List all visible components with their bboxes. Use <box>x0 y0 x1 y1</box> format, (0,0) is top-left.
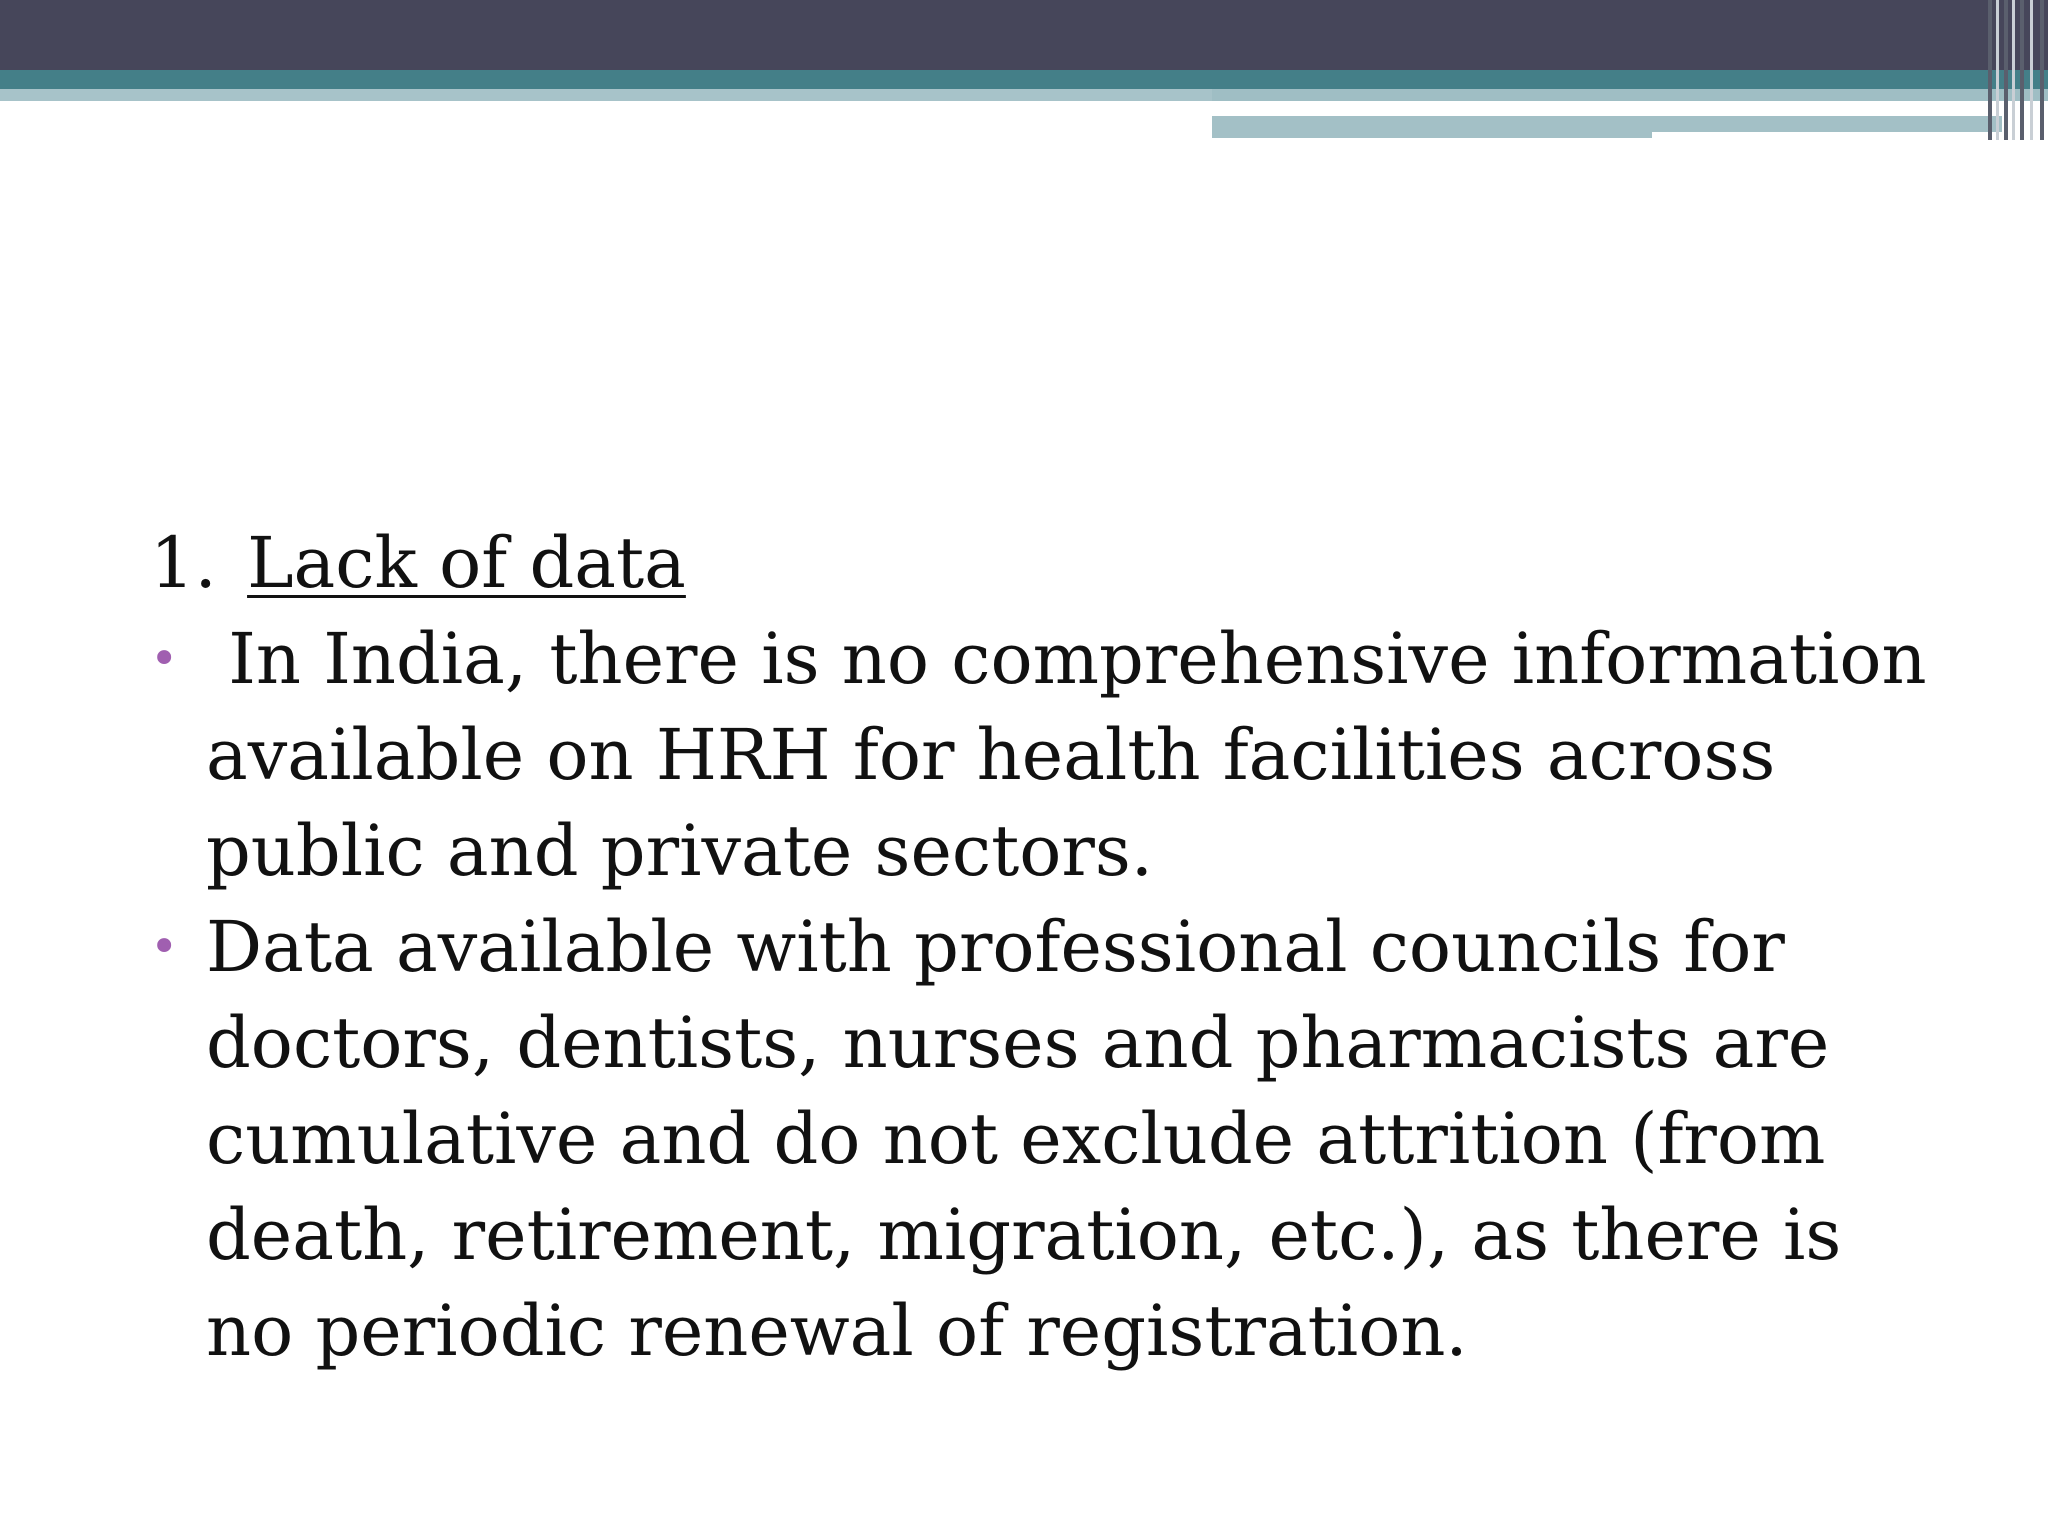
bullet-list <box>150 611 1950 1379</box>
bullet-item <box>150 611 1950 899</box>
header-band-light-right <box>1212 89 2048 101</box>
header-band-teal <box>0 70 2048 89</box>
bullet-text: In India, there is no comprehensive information available on HRH for health facilities across public and private sectors. <box>206 618 1949 892</box>
header-stripe <box>2012 0 2015 140</box>
section-title: Lack of data <box>247 522 686 604</box>
header-band-low-left <box>1212 116 1652 138</box>
header-stripe <box>2030 0 2033 140</box>
section-heading <box>150 515 1950 611</box>
header-band-dark <box>0 0 2048 70</box>
header-stripe <box>2040 0 2044 140</box>
header-stripe <box>1988 0 1992 140</box>
bullet-item <box>150 899 1950 1379</box>
slide-content <box>150 515 1950 1379</box>
header-stripe <box>2004 0 2008 140</box>
section-number: 1. <box>150 522 217 604</box>
bullet-marker-icon: • <box>150 631 179 687</box>
bullet-text: Data available with professional councils for doctors, dentists, nurses and pharmacists are cumulative and do not exclude attrition (from death, retirement, migration, etc.), as there is no periodic renewal of registration. <box>206 906 1842 1372</box>
header-stripe <box>1996 0 1999 140</box>
header-stripe <box>2020 0 2024 140</box>
bullet-marker-icon: • <box>150 919 179 975</box>
header-band-low-right <box>1652 116 2002 132</box>
header-band-light-left <box>0 89 1212 101</box>
